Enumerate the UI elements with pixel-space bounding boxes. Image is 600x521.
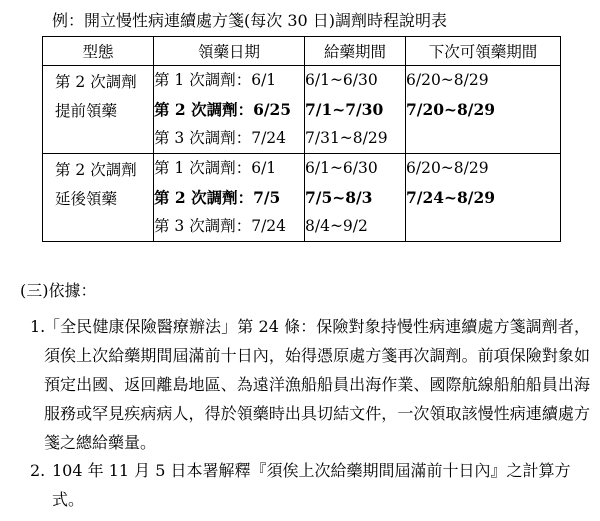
date-cell (154, 66, 305, 154)
next-line (406, 124, 560, 153)
range-line: 8/4~9/2 (305, 217, 368, 235)
type-line: 第 2 次調劑 (55, 161, 137, 179)
range-line: 7/1~7/30 (305, 100, 384, 119)
next-line (406, 212, 560, 241)
header-type: 型態 (43, 37, 154, 66)
table-row-late-pickup (43, 154, 561, 242)
header-next-pickup-period: 下次可領藥期間 (406, 37, 561, 66)
basis-item-2 (30, 456, 590, 514)
item-text: 104 年 11 月 5 日本署解釋『須俟上次給藥期間屆滿前十日內』之計算方式。 (52, 461, 571, 509)
next-line: 6/20~8/29 (406, 159, 489, 177)
table-caption: 例：開立慢性病連續處方箋(每次 30 日)調劑時程說明表 (52, 11, 448, 30)
item-number: 1. (30, 317, 46, 336)
date-line: 第 2 次調劑：6/25 (154, 100, 292, 119)
header-medication-period: 給藥期間 (305, 37, 406, 66)
date-line: 第 3 次調劑：7/24 (154, 129, 287, 147)
range-cell (305, 154, 406, 242)
type-line: 延後領藥 (55, 190, 118, 208)
item-number: 2. (30, 461, 46, 480)
range-line: 7/31~8/29 (305, 129, 388, 147)
next-line: 6/20~8/29 (406, 71, 489, 89)
type-cell-late (43, 154, 154, 242)
next-cell (406, 154, 561, 242)
date-line: 第 1 次調劑：6/1 (154, 159, 277, 177)
date-cell (154, 154, 305, 242)
next-cell (406, 66, 561, 154)
basis-item-1 (30, 312, 590, 457)
date-line: 第 1 次調劑：6/1 (154, 71, 277, 89)
type-line: 提前領藥 (55, 102, 118, 120)
header-dispense-date: 領藥日期 (154, 37, 305, 66)
table-header-row (43, 37, 561, 66)
table-row-early-pickup (43, 66, 561, 154)
date-line: 第 3 次調劑：7/24 (154, 217, 287, 235)
item-text: 「全民健康保險醫療辦法」第 24 條：保險對象持慢性病連續處方箋調劑者，須俟上次給藥期間屆滿前十日內，始得憑原處方箋再次調劑。前項保險對象如預定出國、返回離島地區、為遠洋漁船船員出海作業、國際航線船舶船員出海服務或罕見疾病病人，得於領藥時出具切結文件，一次領取該慢性病連續處方箋之總給藥量。 (44, 317, 590, 452)
next-line: 7/20~8/29 (406, 100, 496, 119)
type-cell-early (43, 66, 154, 154)
dispensing-schedule-table (42, 36, 561, 242)
range-line: 6/1~6/30 (305, 159, 378, 177)
type-line: 第 2 次調劑 (55, 73, 137, 91)
range-line: 7/5~8/3 (305, 188, 373, 207)
date-line: 第 2 次調劑：7/5 (154, 188, 281, 207)
range-line: 6/1~6/30 (305, 71, 378, 89)
section-heading: (三)依據： (20, 281, 97, 300)
range-cell (305, 66, 406, 154)
next-line: 7/24~8/29 (406, 188, 496, 207)
